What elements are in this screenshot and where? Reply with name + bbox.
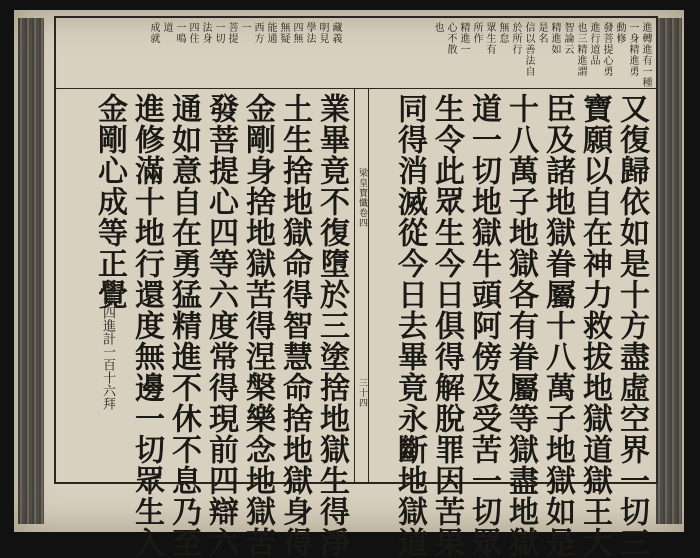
text-column: 業畢竟不復墮於三塗捨地獄生得淨	[314, 93, 349, 558]
commentary-column: 也	[432, 22, 443, 33]
commentary-column: 四住	[187, 22, 198, 44]
commentary-column: 進轉進有一種	[640, 22, 651, 88]
commentary-column: 精進一	[458, 22, 469, 55]
commentary-column: 一鳴	[174, 22, 185, 44]
commentary-column: 進行道品	[588, 22, 599, 66]
text-column: 進修滿十地行還度無邊一切眾生入	[129, 93, 164, 558]
commentary-column: 所作	[471, 22, 482, 44]
commentary-column: 眾生有	[484, 22, 495, 55]
commentary-column: 發菩提心勇	[601, 22, 612, 77]
commentary-column: 於所行	[510, 22, 521, 55]
text-column: 發菩提心四等六度常得現前四辯六	[203, 93, 238, 558]
commentary-divider	[56, 88, 656, 89]
text-column: 寶願以自在神力救拔地獄道獄王大	[577, 93, 612, 558]
commentary-column: 一身精進勇	[627, 22, 638, 77]
commentary-column: 能通	[265, 22, 276, 44]
commentary-column: 法身	[200, 22, 211, 44]
commentary-column: 精進如	[549, 22, 560, 55]
commentary-column: 是名	[536, 22, 547, 44]
commentary-column: 一切	[213, 22, 224, 44]
commentary-column: 信以善法自	[523, 22, 534, 77]
text-column: 金剛身捨地獄苦得涅槃樂念地獄苦	[240, 93, 275, 558]
right-margin-rubbing	[656, 18, 682, 524]
document-sheet	[14, 10, 684, 558]
left-margin-rubbing	[18, 18, 44, 524]
commentary-column: 無怠	[497, 22, 508, 44]
print-frame	[54, 16, 658, 558]
commentary-column: 道	[161, 22, 172, 33]
commentary-column: 西方	[252, 22, 263, 44]
text-column: 金剛心成等正覺	[92, 93, 127, 310]
commentary-column: 藏義	[330, 22, 341, 44]
commentary-column: 學法	[304, 22, 315, 44]
commentary-column: 明見	[317, 22, 328, 44]
center-page-number: 三十四	[357, 378, 367, 408]
center-fold-right	[368, 88, 369, 482]
text-column: 十八萬子地獄各有眷屬等獄盡地獄	[503, 93, 538, 558]
text-column: 同得消滅從今日去畢竟永斷地獄道	[392, 93, 427, 558]
commentary-column: 也三精進謂	[575, 22, 586, 77]
center-fold-left	[354, 88, 355, 482]
text-column: 通如意自在勇猛精進不休不息乃至	[166, 93, 201, 558]
commentary-column: 無疑	[278, 22, 289, 44]
footer-note: 禮佛四進計一百十六拜	[100, 280, 115, 410]
commentary-column: 心不散	[445, 22, 456, 55]
center-title: 梁皇寶懺卷四	[357, 168, 367, 228]
commentary-column: 四無	[291, 22, 302, 44]
text-column: 臣及諸地獄眷屬十八萬子地獄如是	[540, 93, 575, 558]
text-column: 生令此眾生今日俱得解脫罪因苦果	[429, 93, 464, 558]
commentary-column: 成就	[148, 22, 159, 44]
text-column: 又復歸依如是十方盡虛空界一切三	[614, 93, 649, 558]
commentary-column: 一	[239, 22, 250, 33]
text-column: 道一切地獄牛頭阿傍及受苦一切眾	[466, 93, 501, 558]
commentary-column: 動修	[614, 22, 625, 44]
commentary-column: 智論云	[562, 22, 573, 55]
commentary-column: 菩提	[226, 22, 237, 44]
text-column: 土生捨地獄命得智慧命捨地獄身得	[277, 93, 312, 558]
